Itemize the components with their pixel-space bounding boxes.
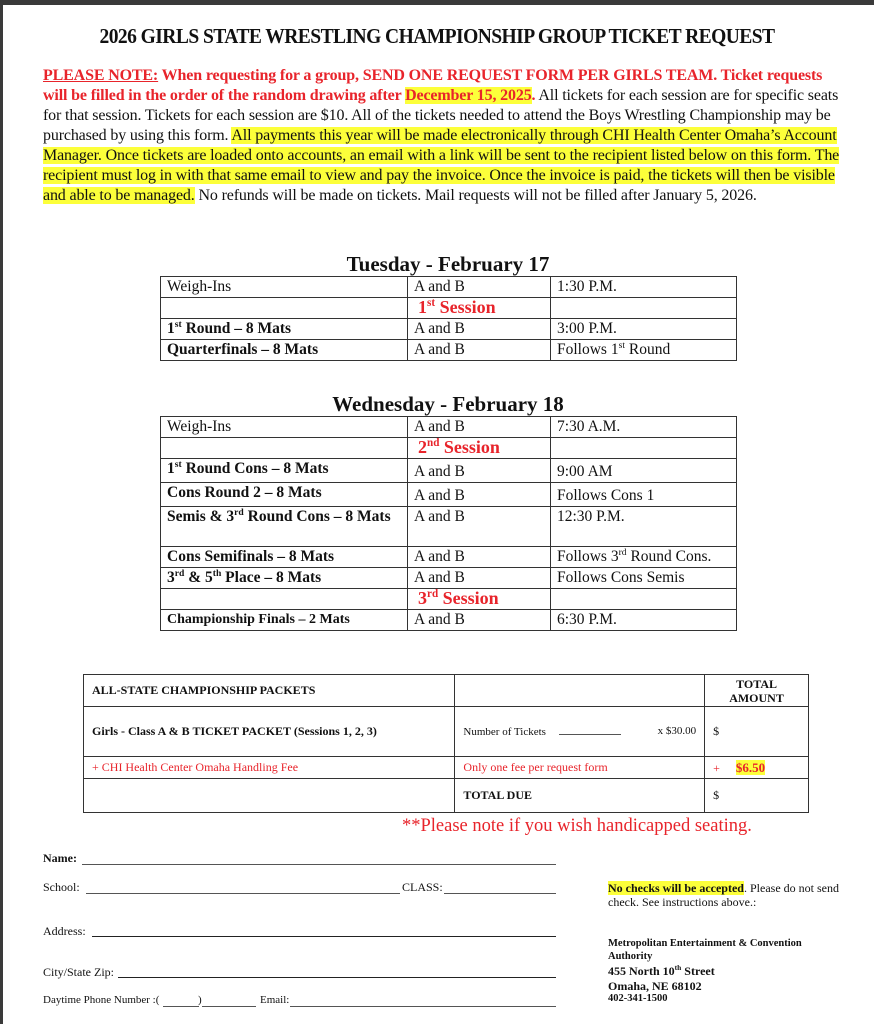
street-address: 455 North 10th Street: [608, 963, 715, 978]
window-left-border: [0, 0, 3, 1024]
table-row: Weigh-Ins A and B 1:30 P.M.: [161, 277, 737, 298]
school-label: School:: [43, 880, 80, 894]
email-label: Email:: [260, 994, 290, 1006]
session-row: [161, 589, 737, 610]
phone-label: Daytime Phone Number :(: [43, 994, 160, 1006]
city-state-zip-label: City/State Zip:: [43, 965, 114, 979]
email-input[interactable]: [290, 1006, 556, 1007]
city-address: Omaha, NE 68102: [608, 979, 702, 993]
school-input[interactable]: [86, 893, 400, 894]
intro-paragraph: PLEASE NOTE: When requesting for a group, SEND ONE REQUEST FORM PER GIRLS TEAM. Ticket requests will be filled in the order of the random drawing after December 15, 2025. All tickets for each session are for specific seats for that session. Tickets for each session are $10. All of the tickets needed to attend the Boys Wrestling Championship may be purchased by using this form. All payments this year will be made electronically through CHI Health Center Omaha’s Account Manager. Once tickets are loaded onto accounts, an email with a link will be sent to the recipient listed below on this form. The recipient must log in with that same email to view and pay the invoice. Once the invoice is paid, the tickets will then be visible and able to be managed. No refunds will be made on tickets. Mail requests will not be filled after January 5, 2026.: [43, 67, 840, 204]
fee-amount: $6.50: [735, 759, 766, 775]
org-name-line2: Authority: [608, 951, 653, 962]
window-top-border: [0, 0, 874, 5]
ticket-price: x $30.00: [657, 725, 697, 737]
packets-header-row: ALL-STATE CHAMPIONSHIP PACKETS TOTAL AMOUNT: [84, 675, 809, 707]
phone-number-input[interactable]: [202, 1006, 256, 1007]
table-row: Championship Finals – 2 Mats A and B 6:30 P.M.: [161, 610, 737, 631]
session-label: 3rd Session: [408, 589, 551, 610]
num-tickets-input[interactable]: [559, 725, 621, 735]
name-input[interactable]: [82, 864, 556, 865]
day-title-tuesday: Tuesday - February 17: [346, 252, 550, 276]
session-row: [161, 438, 737, 459]
table-row: Quarterfinals – 8 Mats A and B Follows 1st Round: [161, 340, 737, 361]
page-title: 2026 GIRLS STATE WRESTLING CHAMPIONSHIP GROUP TICKET REQUEST: [99, 24, 775, 48]
ticket-info: All tickets for each session are for specific seats for that session. Tickets for each session are $10. All of the tickets needed to attend the Boys Wrestling Championship may be purchased by using this form.: [43, 87, 839, 144]
session-label: 2nd Session: [408, 438, 551, 459]
schedule-table-tuesday: [160, 276, 737, 361]
name-label: Name:: [43, 851, 77, 865]
table-row: Weigh-Ins A and B 7:30 A.M.: [161, 417, 737, 438]
table-row: Cons Semifinals – 8 Mats A and B Follows 3rd Round Cons.: [161, 547, 737, 568]
num-tickets-label: Number of Tickets: [463, 726, 546, 738]
handicap-note: **Please note if you wish handicapped seating.: [402, 816, 752, 836]
table-row: 3rd & 5th Place – 8 Mats A and B Follows Cons Semis: [161, 568, 737, 589]
class-input[interactable]: [444, 893, 556, 894]
table-row: Cons Round 2 – 8 Mats A and B Follows Cons 1: [161, 483, 737, 507]
drawing-date: December 15, 2025: [405, 87, 532, 104]
address-label: Address:: [43, 924, 86, 938]
refund-info: No refunds will be made on tickets. Mail requests will not be filled after January 5, 2026.: [194, 187, 757, 204]
fee-row: + CHI Health Center Omaha Handling Fee Only one fee per request form + $6.50: [84, 757, 809, 779]
table-row: 1st Round Cons – 8 Mats A and B 9:00 AM: [161, 459, 737, 483]
packet-amount[interactable]: $: [705, 707, 809, 757]
packets-table: [83, 674, 809, 813]
session-row: [161, 298, 737, 319]
no-checks-notice: No checks will be accepted. Please do not send check. See instructions above.:: [608, 881, 839, 909]
session-label: 1st Session: [408, 298, 551, 319]
total-due-amount[interactable]: $: [705, 779, 809, 813]
packet-row: Girls - Class A & B TICKET PACKET (Sessions 1, 2, 3) Number of Tickets x $30.00 $: [84, 707, 809, 757]
org-phone: 402-341-1500: [608, 993, 668, 1004]
table-row: Semis & 3rd Round Cons – 8 Mats A and B 12:30 P.M.: [161, 507, 737, 547]
group-instructions: When requesting for a group, SEND ONE REQUEST FORM PER GIRLS TEAM. Ticket requests will be filled in the order of the random drawing after: [43, 67, 823, 104]
total-row: TOTAL DUE $: [84, 779, 809, 813]
org-name-line1: Metropolitan Entertainment & Convention: [608, 938, 802, 949]
day-title-wednesday: Wednesday - February 18: [332, 392, 564, 416]
please-note-label: PLEASE NOTE:: [43, 67, 159, 84]
city-state-zip-input[interactable]: [118, 977, 556, 978]
payment-info-highlight: All payments this year will be made electronically through CHI Health Center Omaha’s Account Manager. Once tickets are loaded onto accounts, an email with a link will be sent to the recipient listed below on this form. The recipient must log in with that same email to view and pay the invoice. Once the invoice is paid, the tickets will then be visible and able to be managed.: [43, 127, 840, 204]
class-label: CLASS:: [402, 880, 443, 894]
schedule-table-wednesday: [160, 416, 737, 631]
address-input[interactable]: [92, 936, 556, 937]
table-row: 1st Round – 8 Mats A and B 3:00 P.M.: [161, 319, 737, 340]
phone-area-code-input[interactable]: [163, 1006, 199, 1007]
